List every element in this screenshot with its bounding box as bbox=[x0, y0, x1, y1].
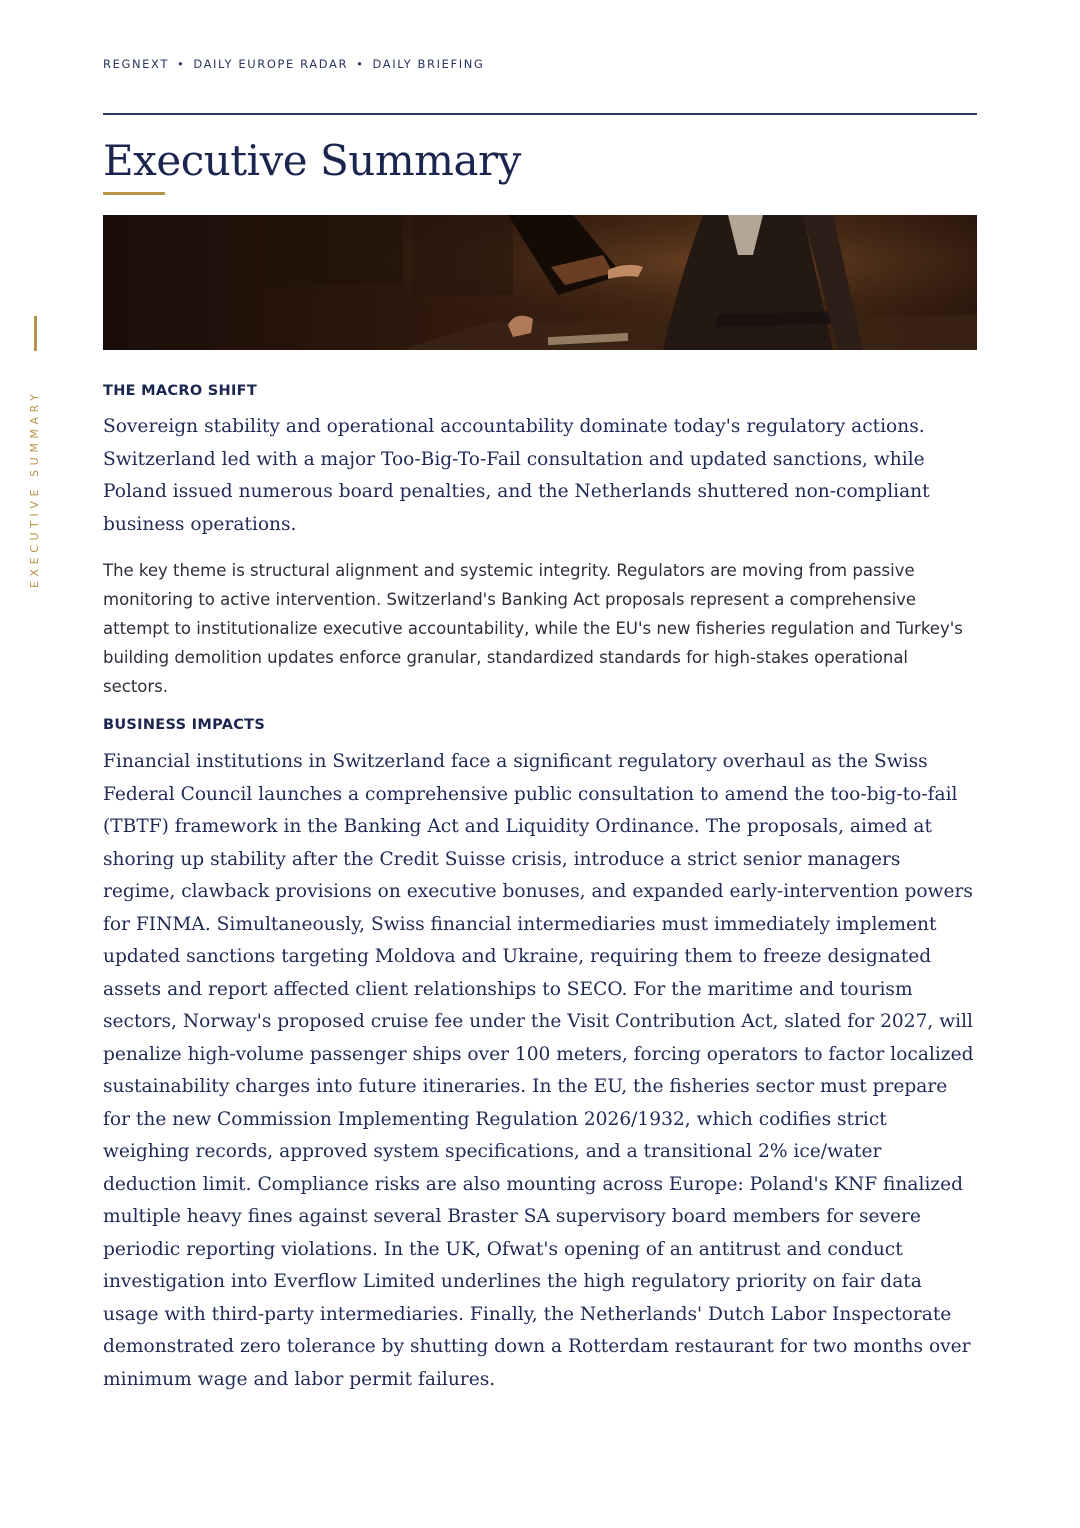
header-separator: • bbox=[176, 57, 186, 71]
macro-shift-body: The key theme is structural alignment and systemic integrity. Regulators are moving from passive monitoring to active intervention. Switzerland's Banking Act proposals represent a comprehensive attempt to institutionalize executive accountability, while the EU's new fisheries regulation and Turkey's building demolition updates enforce granular, standardized standards for high-stakes operational sectors. bbox=[103, 561, 963, 696]
header-brand: REGNEXT bbox=[103, 57, 169, 71]
section-label-macro-shift: THE MACRO SHIFT bbox=[103, 383, 258, 399]
header-rule bbox=[103, 113, 977, 115]
business-impacts-text: Financial institutions in Switzerland face a significant regulatory overhaul as the Swiss Federal Council launches a comprehensive public consultation to amend the too-big-to-fail (TBTF) framework in the Banking Act and Liquidity Ordinance. The proposals, aimed at shoring up stability after the Credit Suisse crisis, introduce a strict senior managers regime, clawback provisions on executive bonuses, and expanded early-intervention powers for FINMA. Simultaneously, Swiss financial intermediaries must immediately implement updated sanctions targeting Moldova and Ukraine, requiring them to freeze designated assets and report affected client relationships to SECO. For the maritime and tourism sectors, Norway's proposed cruise fee under the Visit Contribution Act, slated for 2027, will penalize high-volume passenger ships over 100 meters, forcing operators to factor localized sustainability charges into future itineraries. In the EU, the fisheries sector must prepare for the new Commission Implementing Regulation 2026/1932, which codifies strict weighing records, approved system specifications, and a transitional 2% ice/water deduction limit. Compliance risks are also mounting across Europe: Poland's KNF finalized multiple heavy fines against several Braster SA supervisory board members for severe periodic reporting violations. In the UK, Ofwat's opening of an antitrust and conduct investigation into Everflow Limited underlines the high regulatory priority on fair data usage with third-party intermediaries. Finally, the Netherlands' Dutch Labor Inspectorate demonstrated zero tolerance by shutting down a Rotterdam restaurant for two months over minimum wage and labor permit failures. bbox=[103, 751, 974, 1390]
running-header bbox=[103, 57, 484, 71]
section-label-business-impacts: BUSINESS IMPACTS bbox=[103, 717, 266, 733]
side-accent-bar bbox=[34, 316, 37, 351]
page-title: Executive Summary bbox=[103, 136, 521, 185]
header-publication: DAILY EUROPE RADAR bbox=[193, 57, 349, 71]
hero-illustration bbox=[103, 215, 977, 350]
header-separator: • bbox=[356, 57, 365, 71]
macro-shift-lead: Sovereign stability and operational accountability dominate today's regulatory actions. Switzerland led with a major Too-Big-To-Fail consultation and updated sanctions, while Poland issued numerous board penalties, and the Netherlands shuttered non-compliant business operations. bbox=[103, 416, 930, 535]
hero-image bbox=[103, 215, 977, 350]
title-underline bbox=[103, 192, 165, 195]
side-section-label: EXECUTIVE SUMMARY bbox=[28, 389, 41, 588]
header-edition: DAILY BRIEFING bbox=[372, 57, 485, 71]
